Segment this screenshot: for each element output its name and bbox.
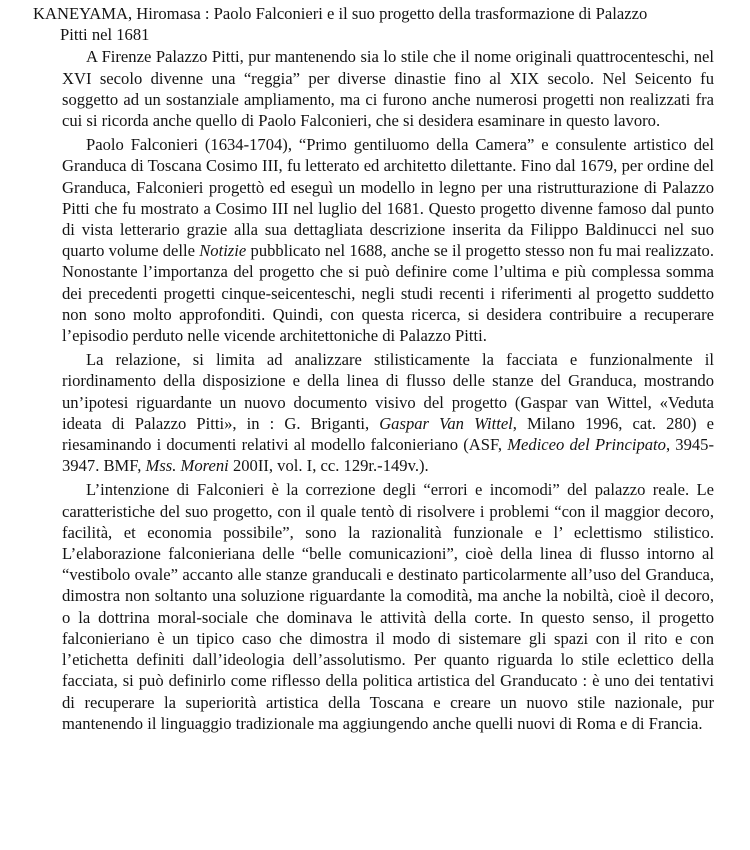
italic-citation: Mediceo del Principato — [507, 435, 666, 455]
abstract-body — [36, 46, 714, 734]
body-paragraph — [36, 134, 714, 346]
paragraph-text: , Milano 1996, cat. 280) e riesaminando i documenti relativi al modello falconieriano (ASF, — [62, 413, 714, 455]
article-title — [33, 3, 714, 45]
italic-citation: Gaspar Van Wittel — [379, 413, 513, 433]
italic-citation: Mss. Moreni — [145, 456, 229, 476]
paragraph-text: pubblicato nel 1688, anche se il progetto stesso non fu mai realizzato. Nonostante l’importanza del progetto che si può definire come l’ultima e più complessa somma dei precedenti progetti cinque-seicenteschi, negli studi recenti i riferimenti al progetto suddetto non sono molto approfonditi. Quindi, con questa ricerca, si desidera contribuire a recuperare l’episodio perduto nelle vicende architettoniche di Palazzo Pitti. — [62, 241, 714, 346]
paragraph-text: La relazione, si limita ad analizzare stilisticamente la facciata e funzionalmente il riordinamento della disposizione e della linea di flusso delle stanze del Granduca, mostrando un’ipotesi riguardante un nuovo documento visivo del progetto (Gaspar van Wittel, «Veduta ideata di Palazzo Pitti», in : G. Briganti, — [62, 350, 714, 433]
paragraph-text: L’intenzione di Falconieri è la correzione degli “errori e incomodi” del palazzo reale. Le caratteristiche del suo progetto, con il quale tentò di risolvere i problemi “con il maggior decoro, facilità, et economia possibile”, sono la razionalità funzionale e l’ eclettismo stilistico. L’elaborazione falconieriana delle “belle comunicazioni”, cioè della linea di flusso intorno al “vestibolo ovale” accanto alle stanze granducali e destinato particolarmente all’uso del Granduca, dimostra non soltanto una soluzione riguardante la comodità, ma anche la nobiltà, cioè il decoro, o la dottrina moral-sociale che dominava le attività della corte. In questo senso, il progetto falconieriano è un tipico caso che dimostra il modo di sistemare gli spazi con il rito e con l’etichetta definiti dall’ideologia dell’assolutismo. Per quanto riguarda lo stile eclettico della facciata, si può definirlo come riflesso della politica artistica del Granducato : è uno dei tentativi di recuperare la superiorità artistica della Toscana e creare un nuovo stile nazionale, pur mantenendo il linguaggio tradizionale ma aggiungendo anche quelli nuovi di Roma e di Francia. — [62, 480, 714, 733]
paragraph-text: A Firenze Palazzo Pitti, pur mantenendo sia lo stile che il nome originali quattrocenteschi, nel XVI secolo divenne una “reggia” per diverse dinastie fino al XIX secolo. Nel Seicento fu soggetto ad un sostanziale ampliamento, ma ci furono anche numerosi progetti non realizzati fra cui si ricorda anche quello di Paolo Falconieri, che si desidera esaminare in questo lavoro. — [62, 47, 714, 131]
paragraph-text: , 3945-3947. BMF, — [62, 435, 715, 476]
title-line-1: KANEYAMA, Hiromasa : Paolo Falconieri e il suo progetto della trasformazione di Palazzo — [33, 4, 648, 23]
italic-citation: Notizie — [199, 241, 247, 261]
title-line-2: Pitti nel 1681 — [60, 25, 150, 45]
paragraph-text: 200II, vol. I, cc. 129r.-149v.). — [228, 456, 429, 476]
body-paragraph — [36, 46, 714, 131]
paragraph-text: Paolo Falconieri (1634-1704), “Primo gentiluomo della Camera” e consulente artistico del Granduca di Toscana Cosimo III, fu letterato ed architetto dilettante. Fino dal 1679, per ordine del Granduca, Falconieri progettò ed eseguì un modello in legno per una ristrutturazione di Palazzo Pitti che fu mostrato a Cosimo III nel luglio del 1681. Questo progetto divenne famoso dal punto di vista letterario grazie alla sua dettagliata descrizione inserita da Filippo Baldinucci nel suo quarto volume delle — [62, 135, 714, 261]
body-paragraph — [36, 479, 714, 733]
body-paragraph — [36, 349, 714, 476]
